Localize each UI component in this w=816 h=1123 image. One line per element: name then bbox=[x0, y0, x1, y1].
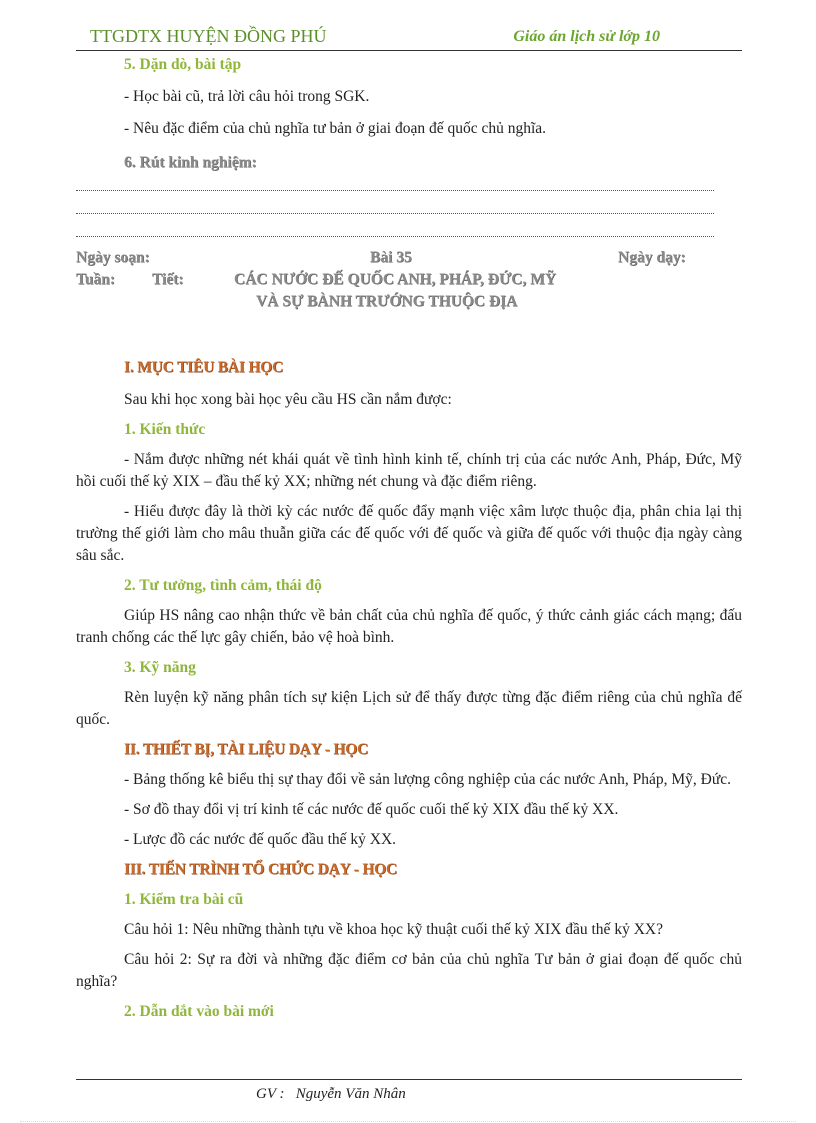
teacher-label: GV : bbox=[256, 1086, 285, 1102]
part1-heading: I. MỤC TIÊU BÀI HỌC bbox=[124, 359, 284, 376]
part2-item-2: - Sơ đồ thay đổi vị trí kinh tế các nước đế quốc cuối thế kỷ XIX đầu thế kỷ XX. bbox=[124, 801, 619, 818]
teacher-credit bbox=[256, 1086, 406, 1103]
section5-item-2: - Nêu đặc điểm của chủ nghĩa tư bản ở giai đoạn đế quốc chủ nghĩa. bbox=[124, 120, 547, 137]
section5-heading: 5. Dặn dò, bài tập bbox=[124, 56, 242, 73]
page-footer bbox=[76, 1079, 742, 1102]
kiem-tra-heading: 1. Kiểm tra bài cũ bbox=[124, 891, 244, 908]
kien-thuc-item-2: - Hiểu được đây là thời kỳ các nước đế quốc đẩy mạnh việc xâm lược thuộc địa, phân chia lại thị trường thế giới làm cho mâu thuẫn giữa các đế quốc với đế quốc và giữa đế quốc với thuộc địa ngày càng sâu sắc. bbox=[76, 503, 742, 564]
lesson-block bbox=[76, 247, 742, 313]
lesson-title-line2: VÀ SỰ BÀNH TRƯỚNG THUỘC ĐỊA bbox=[256, 293, 518, 310]
kien-thuc-item-1: - Nắm được những nét khái quát về tình hình kinh tế, chính trị của các nước Anh, Pháp, Đức, Mỹ hồi cuối thế kỷ XIX – đầu thế kỷ XX; những nét chung và đặc điểm riêng. bbox=[76, 451, 742, 490]
dan-dat-heading: 2. Dẫn dắt vào bài mới bbox=[124, 1003, 274, 1020]
kien-thuc-heading: 1. Kiến thức bbox=[124, 421, 206, 438]
ky-nang-text: Rèn luyện kỹ năng phân tích sự kiện Lịch sử để thấy được từng đặc điểm riêng của chủ nghĩa đế quốc. bbox=[76, 689, 742, 728]
tu-tuong-text: Giúp HS nâng cao nhận thức về bản chất của chủ nghĩa đế quốc, ý thức cảnh giác cách mạng; đấu tranh chống các thế lực gây chiến, bảo vệ hoà bình. bbox=[76, 607, 742, 646]
ngay-day-label: Ngày dạy: bbox=[618, 249, 686, 266]
teacher-name: Nguyễn Văn Nhân bbox=[295, 1086, 406, 1102]
lesson-title-line1: CÁC NƯỚC ĐẾ QUỐC ANH, PHÁP, ĐỨC, MỸ bbox=[234, 271, 557, 288]
document-body bbox=[76, 54, 742, 1023]
header-subject: Giáo án lịch sử lớp 10 bbox=[513, 28, 660, 45]
cau-hoi-1: Câu hỏi 1: Nêu những thành tựu về khoa học kỹ thuật cuối thế kỷ XIX đầu thế kỷ XX? bbox=[124, 921, 663, 938]
part3-heading: III. TIẾN TRÌNH TỔ CHỨC DẠY - HỌC bbox=[124, 861, 398, 878]
dot-line bbox=[76, 182, 714, 191]
part2-heading: II. THIẾT BỊ, TÀI LIỆU DẠY - HỌC bbox=[124, 741, 369, 758]
page-header bbox=[76, 26, 742, 51]
part2-item-1: - Bảng thống kê biểu thị sự thay đổi về sản lượng công nghiệp của các nước Anh, Pháp, Mỹ, Đức. bbox=[124, 771, 732, 788]
cau-hoi-2: Câu hỏi 2: Sự ra đời và những đặc điểm cơ bản của chủ nghĩa Tư bản ở giai đoạn đế quốc chủ nghĩa? bbox=[76, 951, 742, 990]
lesson-number: Bài 35 bbox=[370, 249, 412, 266]
ngay-soan-label: Ngày soạn: bbox=[76, 249, 150, 266]
header-school: TTGDTX HUYỆN ĐỒNG PHÚ bbox=[90, 26, 327, 46]
part2-item-3: - Lược đồ các nước đế quốc đầu thế kỷ XX. bbox=[124, 831, 397, 848]
section6-heading: 6. Rút kinh nghiệm: bbox=[124, 154, 257, 171]
tu-tuong-heading: 2. Tư tưởng, tình cảm, thái độ bbox=[124, 577, 322, 594]
tiet-label: Tiết: bbox=[152, 271, 184, 288]
ky-nang-heading: 3. Kỹ năng bbox=[124, 659, 196, 676]
dot-line bbox=[76, 205, 714, 214]
page-edge-dots bbox=[20, 1121, 796, 1122]
section5-item-1: - Học bài cũ, trả lời câu hỏi trong SGK. bbox=[124, 88, 370, 105]
part1-intro: Sau khi học xong bài học yêu cầu HS cần nắm được: bbox=[124, 391, 452, 408]
tuan-label: Tuần: bbox=[76, 271, 116, 288]
dot-line bbox=[76, 228, 714, 237]
